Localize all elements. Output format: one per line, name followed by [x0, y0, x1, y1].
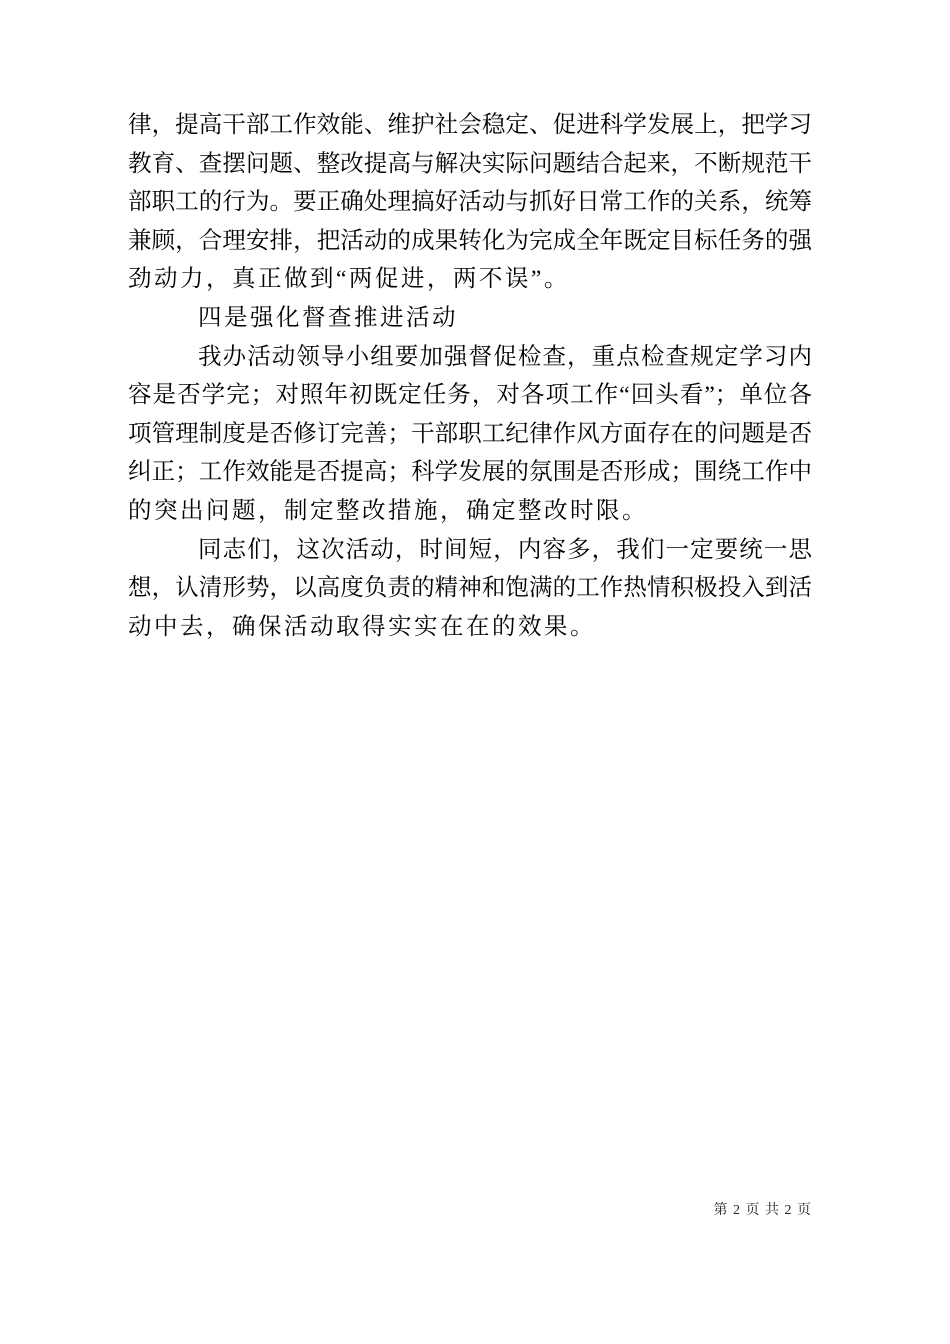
text-line: 动中去，确保活动取得实实在在的效果。	[128, 613, 596, 640]
text-line: 项管理制度是否修订完善；干部职工纪律作风方面存在的问题是否	[128, 420, 812, 447]
text-line: 同志们，这次活动，时间短，内容多，我们一定要统一思	[198, 536, 812, 563]
paragraph	[128, 338, 812, 531]
paragraph	[128, 106, 812, 299]
text-line: 纠正；工作效能是否提高；科学发展的氛围是否形成；围绕工作中	[128, 459, 812, 486]
section-heading: 四是强化督查推进活动	[198, 304, 458, 331]
text-line: 律，提高干部工作效能、维护社会稳定、促进科学发展上，把学习	[128, 112, 812, 138]
text-line: 部职工的行为。要正确处理搞好活动与抓好日常工作的关系，统筹	[128, 189, 812, 216]
paragraph	[128, 299, 812, 338]
text-line: 劲动力，真正做到“两促进，两不误”。	[128, 266, 570, 293]
text-line: 兼顾，合理安排，把活动的成果转化为完成全年既定目标任务的强	[128, 227, 812, 254]
text-line: 的突出问题，制定整改措施，确定整改时限。	[128, 497, 648, 524]
document-body	[128, 106, 812, 646]
text-line: 我办活动领导小组要加强督促检查，重点检查规定学习内	[198, 343, 812, 370]
text-line: 想，认清形势，以高度负责的精神和饱满的工作热情积极投入到活	[128, 575, 812, 602]
page-number-footer: 第 2 页 共 2 页	[713, 1203, 812, 1218]
text-line: 容是否学完；对照年初既定任务，对各项工作“回头看”；单位各	[128, 382, 812, 409]
text-line: 教育、查摆问题、整改提高与解决实际问题结合起来，不断规范干	[128, 150, 812, 177]
paragraph	[128, 531, 812, 647]
